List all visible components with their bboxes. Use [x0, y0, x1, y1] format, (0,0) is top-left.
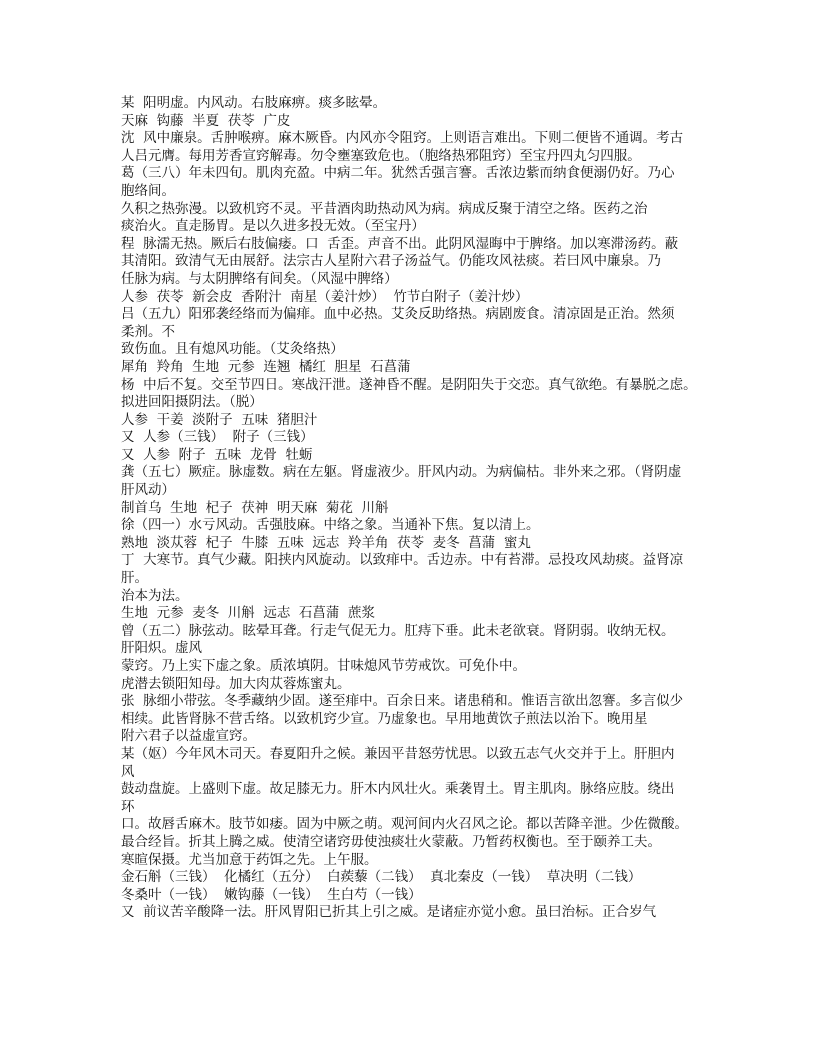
text-line: 沈 风中廉泉。舌肿喉痹。麻木厥昏。内风亦令阻窍。上则语言难出。下则二便皆不通调。考古	[121, 130, 684, 147]
text-line: 徐（四一）水亏风动。舌强肢麻。中络之象。当通补下焦。复以清上。	[121, 517, 540, 534]
text-line: 某 阳明虚。内风动。右肢麻痹。痰多眩晕。	[121, 95, 387, 111]
text-line: 张 脉细小带弦。冬季藏纳少固。遂至痱中。百余日来。诸患稍和。惟语言欲出忽謇。多言似少	[121, 693, 684, 710]
text-line: 蒙窍。乃上实下虚之象。质浓填阴。甘味熄风节劳戒饮。可免仆中。	[121, 658, 526, 674]
text-line: 风	[121, 763, 135, 780]
text-line: 柔剂。不	[121, 323, 175, 340]
text-line: 肝阳炽。虚风	[121, 640, 202, 657]
text-line: 寒暄保摄。尤当加意于药饵之先。上午服。	[121, 851, 378, 868]
text-line: 虎潜去锁阳知母。加大肉苁蓉炼蜜丸。	[121, 675, 351, 692]
text-line: 制首乌 生地 杞子 茯神 明天麻 菊花 川斛	[121, 499, 389, 516]
text-line: 人参 干姜 淡附子 五味 猪胆汁	[121, 411, 318, 428]
text-line: 久积之热弥漫。以致机窍不灵。平昔酒肉助热动风为病。病成反聚于清空之络。医药之治	[121, 200, 648, 217]
text-line: 曾（五二）脉弦动。眩晕耳聋。行走气促无力。肛痔下垂。此未老欲衰。肾阴弱。收纳无权。	[121, 622, 675, 639]
text-line: 冬桑叶（一钱） 嫩钩藤（一钱） 生白芍（一钱）	[121, 886, 422, 903]
text-line: 吕（五九）阳邪袭经络而为偏痱。血中必热。艾灸反助络热。病剧废食。清凉固是正治。然须	[121, 306, 675, 323]
text-line: 人参 茯苓 新会皮 香附汁 南星（姜汁炒） 竹节白附子（姜汁炒）	[121, 288, 529, 305]
text-line: 其清阳。致清气无由展舒。法宗古人星附六君子汤益气。仍能攻风祛痰。若曰风中廉泉。乃	[121, 253, 661, 270]
text-line: 致伤血。且有熄风功能。（艾灸络热）	[121, 341, 344, 358]
text-line: 程 脉濡无热。厥后右肢偏痿。口 舌歪。声音不出。此阴风湿晦中于脾络。加以寒滞汤药。蔽	[121, 235, 679, 252]
text-line: 相续。此皆肾脉不营舌络。以致机窍少宣。乃虚象也。早用地黄饮子煎法以治下。晚用星	[121, 710, 648, 727]
text-line: 任脉为病。与太阴脾络有间矣。（风湿中脾络）	[121, 270, 398, 287]
text-line: 肝。	[121, 570, 148, 587]
text-line: 葛（三八）年未四旬。肌肉充盈。中病二年。犹然舌强言謇。舌浓边紫而纳食便溺仍好。乃心	[121, 165, 675, 182]
text-line: 杨 中后不复。交至节四日。寒战汗泄。遂神昏不醒。是阴阳失于交恋。真气欲绝。有暴脱之虑。	[121, 376, 697, 393]
text-line: 某（妪）今年风木司天。春夏阳升之候。兼因平昔怒劳忧思。以致五志气火交并于上。肝胆内	[121, 745, 675, 762]
text-line: 又 前议苦辛酸降一法。肝风胃阳已折其上引之威。是诸症亦觉小愈。虽曰治标。正合岁气	[121, 904, 657, 921]
text-line: 鼓动盘旋。上盛则下虚。故足膝无力。肝木内风壮火。乘袭胃土。胃主肌肉。脉络应肢。绕出	[121, 781, 675, 798]
text-line: 治本为法。	[121, 587, 189, 604]
text-line: 丁 大寒节。真气少藏。阳挟内风旋动。以致痱中。舌边赤。中有苔滞。忌投攻风劫痰。益肾凉	[121, 552, 684, 569]
text-line: 龚（五七）厥症。脉虚数。病在左躯。肾虚液少。肝风内动。为病偏枯。非外来之邪。（肾阴虚	[121, 464, 682, 481]
text-line: 肝风动）	[121, 482, 175, 499]
text-line: 又 人参 附子 五味 龙骨 牡蛎	[121, 446, 313, 463]
text-line: 金石斛（三钱） 化橘红（五分） 白蒺藜（二钱） 真北秦皮（一钱） 草决明（二钱）	[121, 869, 642, 886]
document-page	[121, 95, 711, 922]
text-line: 犀角 羚角 生地 元参 连翘 橘红 胆星 石菖蒲	[121, 358, 411, 375]
text-line: 胞络间。	[121, 182, 175, 199]
text-line: 天麻 钩藤 半夏 茯苓 广皮	[121, 112, 291, 129]
text-line: 痰治火。直走肠胃。是以久进多投无效。（至宝丹）	[121, 218, 425, 235]
text-line: 又 人参（三钱） 附子（三钱）	[121, 429, 314, 446]
text-line: 拟进回阳摄阴法。（脱）	[121, 394, 263, 411]
text-line: 生地 元参 麦冬 川斛 远志 石菖蒲 蔗浆	[121, 605, 375, 622]
text-line: 最合经旨。折其上腾之威。使清空诸窍毋使浊痰壮火蒙蔽。乃暂药权衡也。至于颐养工夫。	[121, 833, 661, 850]
text-line: 附六君子以益虚宣窍。	[121, 728, 256, 745]
text-line: 环	[121, 798, 135, 815]
text-line: 熟地 淡苁蓉 杞子 牛膝 五味 远志 羚羊角 茯苓 麦冬 菖蒲 蜜丸	[121, 534, 531, 551]
text-line: 人吕元膺。每用芳香宣窍解毒。勿令壅塞致危也。（胞络热邪阻窍）至宝丹四丸匀四服。	[121, 147, 641, 164]
text-line: 口。故唇舌麻木。肢节如痿。固为中厥之萌。观河间内火召风之论。都以苦降辛泄。少佐微酸。	[121, 816, 688, 833]
